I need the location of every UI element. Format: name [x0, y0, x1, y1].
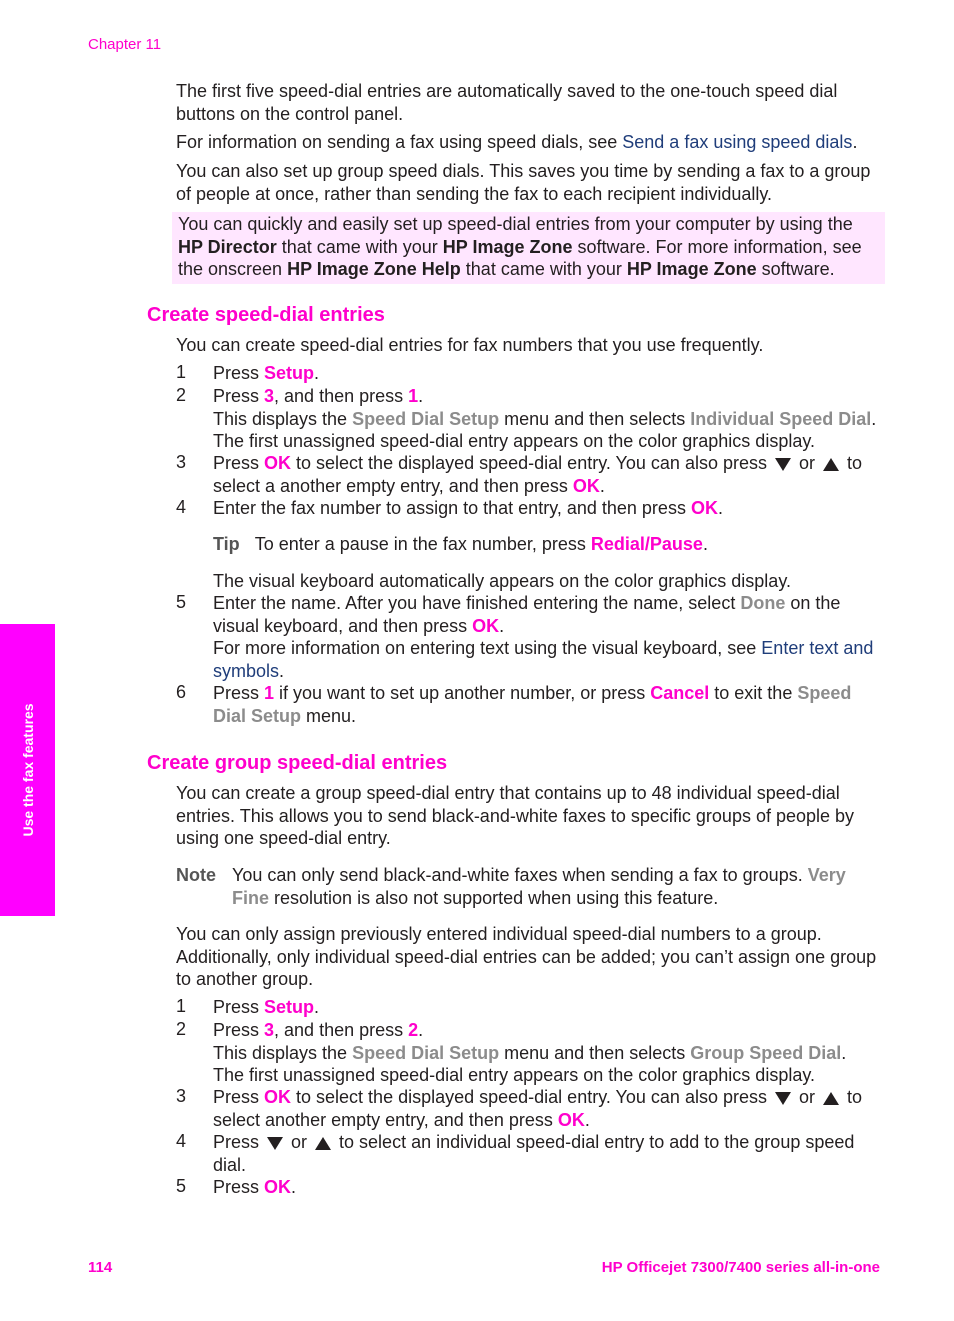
step-1: Press Setup.: [213, 363, 320, 383]
section-heading-group-speed-dial: Create group speed-dial entries: [147, 752, 448, 774]
link-send-fax-speed-dials[interactable]: Send a fax using speed dials: [622, 132, 853, 152]
group-step-2: Press 3, and then press 2. This displays the Speed Dial Setup menu and then selects Group Speed Dial. The first unassigned speed-dial entry appears on the color graphics display.: [213, 1020, 847, 1085]
product-name: HP Officejet 7300/7400 series all-in-one: [601, 1259, 880, 1276]
up-arrow-icon: [823, 458, 839, 471]
tip-followup: The visual keyboard automatically appears on the color graphics display.: [213, 571, 791, 591]
step-number: 2: [176, 1019, 187, 1039]
step-3: Press OK to select the displayed speed-dial entry. You can also press or to select a another empty entry, and then press OK.: [213, 453, 863, 496]
step-number: 2: [176, 385, 187, 405]
note-label: Note: [176, 865, 216, 885]
step-number: 5: [176, 592, 187, 612]
link-enter-text-symbols[interactable]: Enter text and symbols: [213, 638, 874, 681]
step-number: 3: [176, 1086, 187, 1106]
section2-paragraph: You can only assign previously entered individual speed-dial numbers to a group. Additionally, only individual speed-dial entries can be added; you can’t assign one group to another group.: [176, 924, 877, 989]
down-arrow-icon: [775, 1092, 791, 1105]
step-2: Press 3, and then press 1. This displays the Speed Dial Setup menu and then selects Individual Speed Dial. The first unassigned speed-dial entry appears on the color graphics display.: [213, 386, 877, 451]
tip-label: Tip: [213, 534, 240, 554]
tip: Tip To enter a pause in the fax number, press Redial/Pause.: [213, 534, 708, 554]
group-step-5: Press OK.: [213, 1177, 297, 1197]
section1-intro: You can create speed-dial entries for fax numbers that you use frequently.: [176, 335, 764, 355]
group-step-4: Press or to select an individual speed-dial entry to add to the group speed dial.: [213, 1132, 855, 1175]
callout-text: You can quickly and easily set up speed-dial entries from your computer by using the HP Director that came with your HP Image Zone software. For more information, see the onscreen HP Image Zone Help that came with your HP Image Zone software.: [178, 214, 862, 279]
section2-intro: You can create a group speed-dial entry that contains up to 48 individual speed-dial entries. This allows you to send black-and-white faxes to specific groups of people by using one speed-dial entry.: [176, 783, 855, 848]
intro-paragraph-2: For information on sending a fax using speed dials, see Send a fax using speed dials.: [176, 132, 858, 152]
step-number: 1: [176, 362, 187, 382]
info-callout: [172, 212, 885, 284]
page-number: 114: [88, 1259, 113, 1276]
note: [176, 864, 886, 909]
down-arrow-icon: [775, 458, 791, 471]
group-step-3: Press OK to select the displayed speed-dial entry. You can also press or to select another empty entry, and then press OK.: [213, 1087, 863, 1130]
intro-paragraph-1: The first five speed-dial entries are automatically saved to the one-touch speed dial buttons on the control panel.: [176, 81, 838, 124]
group-step-1: Press Setup.: [213, 997, 320, 1017]
step-number: 4: [176, 1131, 187, 1151]
side-tab: [0, 624, 55, 916]
down-arrow-icon: [267, 1137, 283, 1150]
intro-paragraph-3: You can also set up group speed dials. This saves you time by sending a fax to a group of people at once, rather than sending the fax to each recipient individually.: [176, 161, 871, 204]
up-arrow-icon: [823, 1092, 839, 1105]
chapter-label: Chapter 11: [88, 36, 162, 53]
step-number: 1: [176, 996, 187, 1016]
note-text: You can only send black-and-white faxes when sending a fax to groups. Very Fine resolution is also not supported when using this feature.: [232, 865, 846, 908]
side-tab-label: Use the fax features: [19, 703, 36, 837]
step-4: Enter the fax number to assign to that entry, and then press OK.: [213, 498, 723, 518]
up-arrow-icon: [315, 1137, 331, 1150]
step-6: Press 1 if you want to set up another number, or press Cancel to exit the Speed Dial Setup menu.: [213, 683, 852, 726]
step-number: 3: [176, 452, 187, 472]
step-number: 6: [176, 682, 187, 702]
step-5: Enter the name. After you have finished entering the name, select Done on the visual keyboard, and then press OK. For more information on entering text using the visual keyboard, see Enter text and symbols.: [213, 593, 874, 681]
section-heading-speed-dial: Create speed-dial entries: [147, 304, 385, 326]
step-number: 5: [176, 1176, 187, 1196]
step-number: 4: [176, 497, 187, 517]
